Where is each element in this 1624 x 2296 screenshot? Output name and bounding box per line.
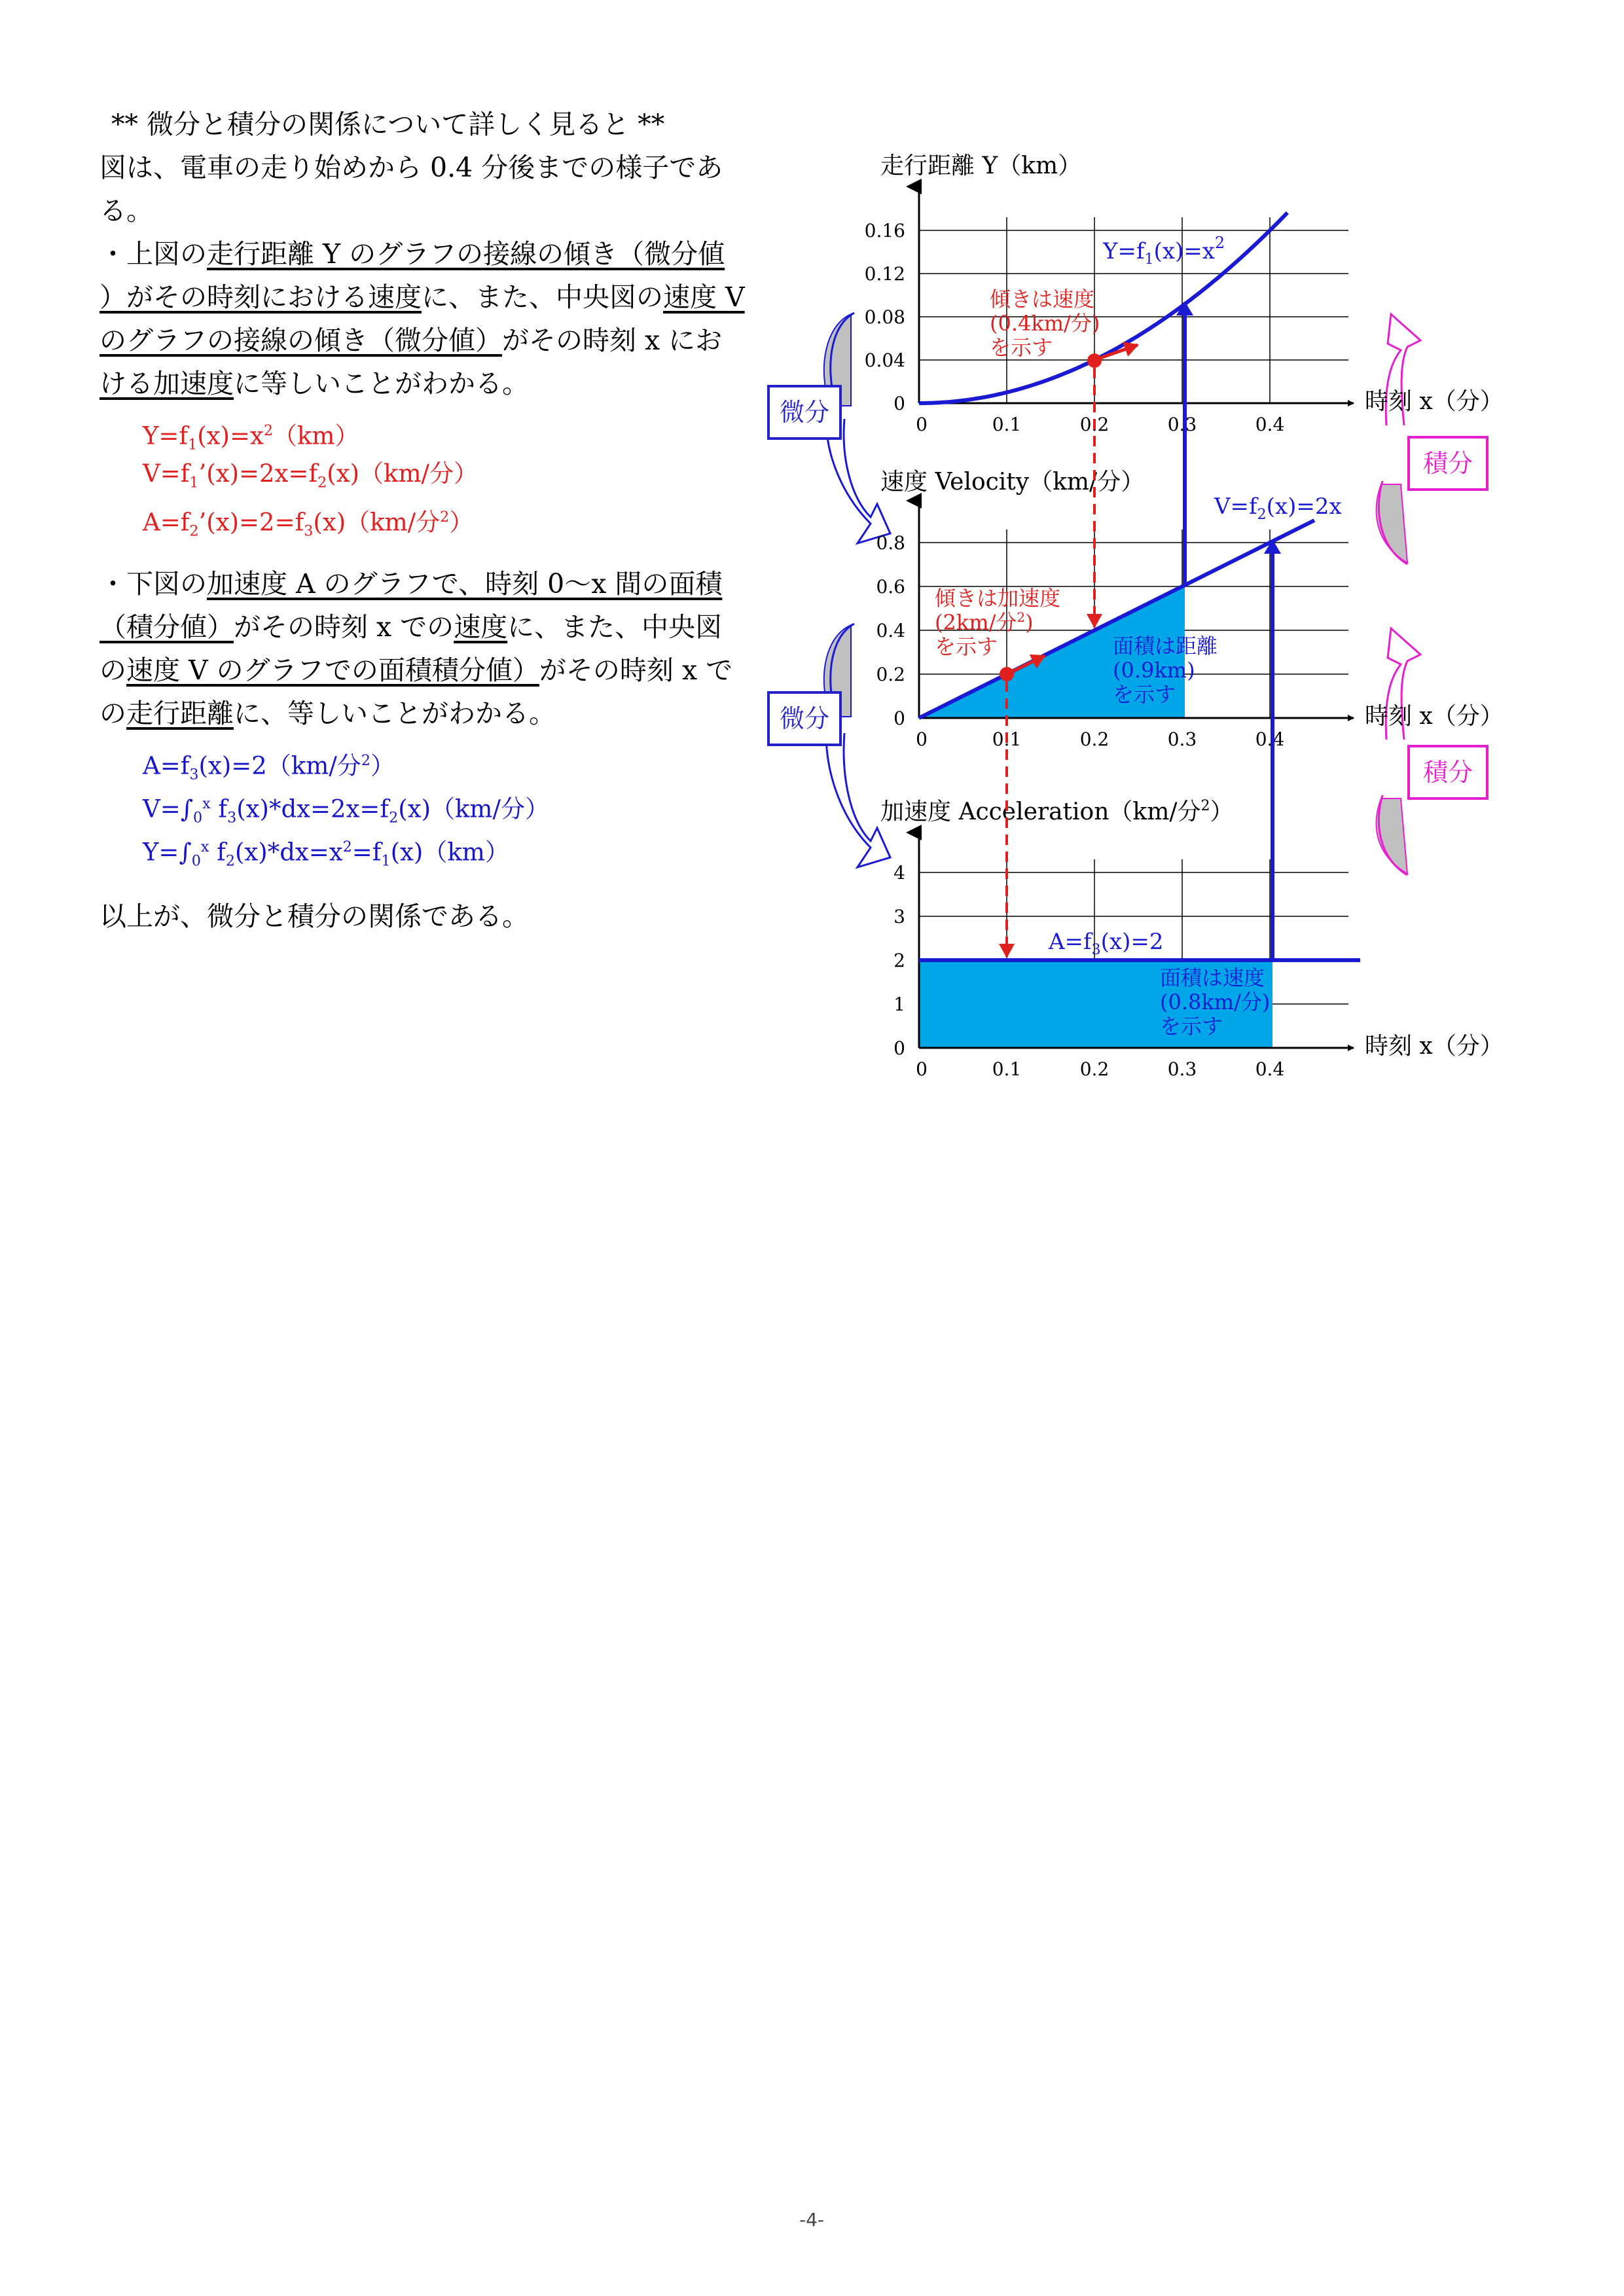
formula-v: $V=f_1’(x)=2x=f_2(x)(km/$分） [143, 459, 478, 492]
distance-x-tick-label: 0.4 [1255, 414, 1285, 435]
velocity-x-tick-label: 0.2 [1079, 728, 1110, 750]
velocity-y-tick-label: 0.8 [876, 532, 905, 554]
distance-y-tick-label: 0.16 [864, 220, 905, 242]
distance-x-axis-label: 時刻 x（分） [1365, 388, 1504, 415]
velocity-y-tick-label: 0 [893, 708, 905, 729]
acceleration-y-tick-label: 0 [893, 1037, 905, 1059]
acceleration-x-axis-label: 時刻 x（分） [1365, 1033, 1504, 1060]
acceleration-x-tick-label: 0 [916, 1058, 928, 1080]
acceleration-plot-title: 加速度 Acceleration（km/分$^2$） [880, 798, 1234, 825]
velocity-x-tick-label: 0 [916, 728, 928, 750]
paragraph-2-line-4: の走行距離に、等しいことがわかる。 [99, 698, 556, 729]
distance-y-tick-label: 0.12 [864, 263, 905, 285]
acceleration-y-tick-label: 2 [893, 950, 905, 971]
formula-v-integral: $V=\int_0^x$ $f_3(x)*dx=2x=f_2(x)(km/$分） [143, 795, 549, 827]
conclusion: 以上が、微分と積分の関係である。 [99, 901, 529, 932]
distance-y-tick-label: 0 [893, 393, 905, 414]
formula-a-integral: $A=f_3(x)=2(km/$分$^2$） [143, 751, 395, 783]
velocity-slope-note-2: (2km/分$^2$) [935, 609, 1034, 635]
acceleration-x-tick-label: 0.4 [1255, 1058, 1285, 1080]
velocity-plot [876, 469, 1503, 750]
distance-slope-note-1: 傾きは速度 [990, 287, 1095, 312]
distance-slope-note-2: (0.4km/分) [990, 311, 1100, 336]
paragraph-1-line-3: のグラフの接線の傾き（微分値）がその時刻 x にお [99, 325, 723, 356]
formula-y-integral: $Y=\int_0^x$ $f_2(x)*dx=x^2=f_1(x)(km)$ [143, 838, 509, 870]
velocity-y-tick-label: 0.2 [876, 664, 905, 685]
acceleration-area-note-3: を示す [1160, 1014, 1223, 1039]
acceleration-x-tick-label: 0.3 [1167, 1058, 1197, 1080]
velocity-y-tick-label: 0.4 [876, 620, 905, 641]
paragraph-1-line-2: ）がその時刻における速度に、また、中央図の速度 V [99, 281, 745, 313]
formula-a: $A=f_2’(x)=2=f_3(x)(km/$分$^2$） [143, 508, 474, 540]
velocity-area-note-1: 面積は距離 [1113, 634, 1218, 658]
velocity-plot-title: 速度 Velocity（km/分） [880, 469, 1145, 495]
paragraph-2-line-1: ・下図の加速度 A のグラフで、時刻 0～x 間の面積 [99, 568, 723, 600]
acceleration-y-ticks [893, 862, 905, 1059]
distance-x-tick-label: 0 [916, 414, 928, 435]
acceleration-x-tick-label: 0.2 [1079, 1058, 1110, 1080]
distance-slope-note-3: を示す [990, 335, 1053, 360]
velocity-point [1000, 667, 1014, 681]
distance-x-tick-label: 0.3 [1167, 414, 1197, 435]
integral-label-mid: 積分 [1422, 758, 1473, 787]
paragraph-2-line-3: の速度 V のグラフでの面積積分値）がその時刻 x で [99, 655, 733, 686]
intro-line-2: る。 [99, 195, 153, 226]
distance-plot-title: 走行距離 Y（km） [880, 152, 1082, 179]
velocity-x-axis-label: 時刻 x（分） [1365, 703, 1504, 730]
distance-y-tick-label: 0.04 [864, 350, 905, 371]
distance-y-tick-label: 0.08 [864, 306, 905, 328]
acceleration-x-tick-label: 0.1 [992, 1058, 1022, 1080]
velocity-line-label: $V=f_2(x)=2x$ [1214, 493, 1342, 523]
distance-y-ticks [865, 220, 905, 414]
formula-y: $Y=f_1(x)=x^2(km)$ [143, 422, 359, 454]
velocity-area-note-2: (0.9km) [1113, 658, 1195, 683]
velocity-area-note-3: を示す [1113, 682, 1176, 707]
distance-x-tick-label: 0.1 [992, 414, 1022, 435]
heading: ** 微分と積分の関係について詳しく見ると ** [111, 109, 665, 140]
acceleration-y-tick-label: 3 [893, 906, 905, 927]
distance-x-ticks [916, 414, 1284, 435]
acceleration-y-tick-label: 4 [893, 862, 905, 884]
velocity-x-ticks [916, 728, 1284, 750]
integral-label-top: 積分 [1422, 449, 1473, 478]
velocity-y-ticks [876, 532, 905, 729]
velocity-y-tick-label: 0.6 [876, 576, 905, 598]
distance-curve-label: $Y=f_1(x)=x^2$ [1103, 234, 1225, 268]
acceleration-y-tick-label: 1 [893, 994, 905, 1015]
acceleration-plot [880, 798, 1504, 1080]
velocity-x-tick-label: 0.4 [1255, 728, 1285, 750]
distance-point [1087, 353, 1102, 368]
velocity-x-tick-label: 0.3 [1167, 728, 1197, 750]
acceleration-area-note-1: 面積は速度 [1160, 965, 1265, 990]
paragraph-1-line-1: ・上図の走行距離 Y のグラフの接線の傾き（微分値 [99, 238, 725, 270]
differential-label-mid: 微分 [779, 704, 830, 733]
acceleration-line-label: $A=f_3(x)=2$ [1049, 929, 1164, 958]
paragraph-1-line-4: ける加速度に等しいことがわかる。 [99, 368, 529, 399]
paragraph-2-line-2: （積分値）がその時刻 x での速度に、また、中央図 [99, 611, 723, 643]
velocity-x-tick-label: 0.1 [992, 728, 1022, 750]
velocity-slope-note-1: 傾きは加速度 [935, 586, 1061, 611]
acceleration-x-ticks [916, 1058, 1284, 1080]
intro-line-1: 図は、電車の走り始めから 0.4 分後までの様子であ [99, 152, 723, 183]
differential-label-top: 微分 [779, 398, 830, 427]
acceleration-area-note-2: (0.8km/分) [1160, 990, 1271, 1014]
distance-x-tick-label: 0.2 [1079, 414, 1110, 435]
page-number: -4- [799, 2209, 825, 2231]
velocity-slope-note-4: を示す [935, 634, 998, 659]
